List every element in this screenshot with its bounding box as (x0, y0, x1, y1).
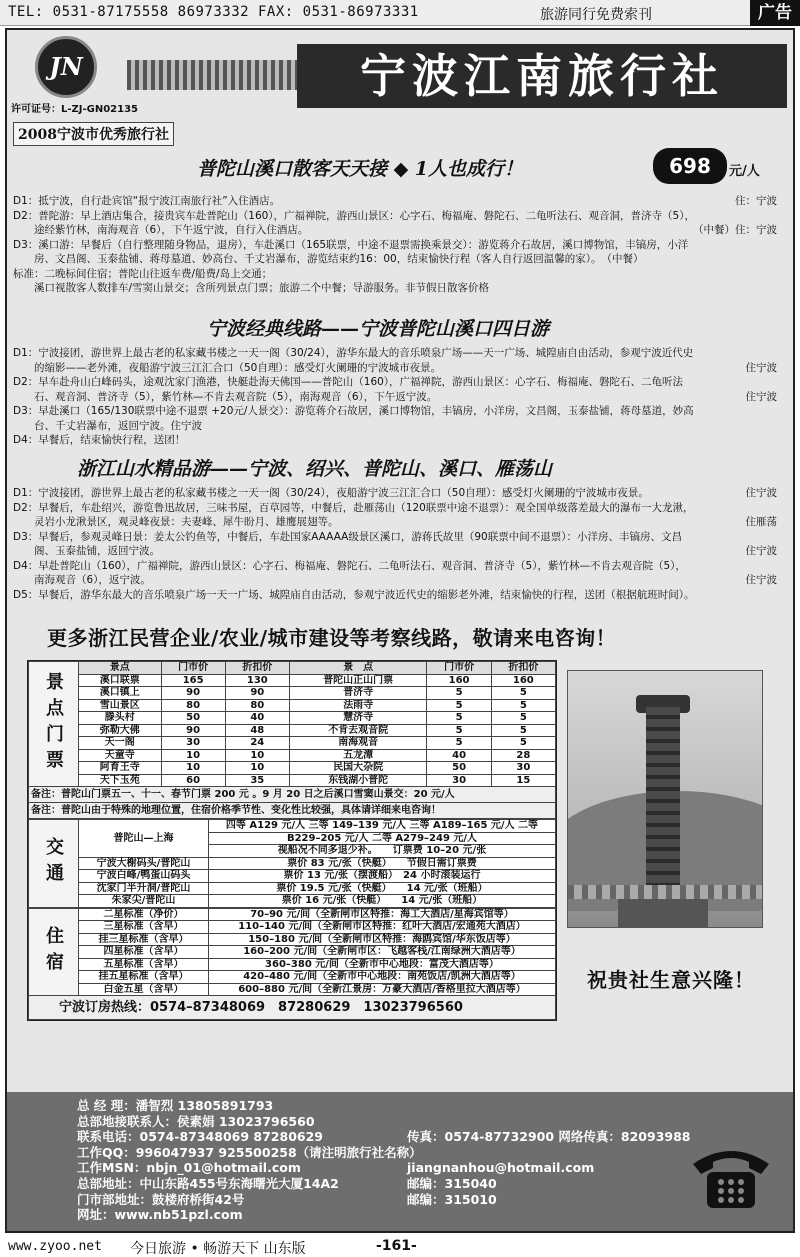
table-cell: 110–140 元/间（全新闸市区特推：红叶大酒店/宏通苑大酒店） (209, 921, 556, 934)
table-cell: 南海观音 (289, 737, 427, 750)
itinerary-line (13, 281, 785, 296)
contact-line (77, 1207, 422, 1223)
itinerary-line (13, 346, 785, 361)
column-header: 折扣价 (225, 662, 289, 675)
table-cell: 5 (491, 687, 555, 700)
table-row (29, 820, 556, 833)
magazine-tagline: 旅游同行免费索刊 (540, 7, 652, 23)
table-cell: 5 (427, 699, 491, 712)
table-cell: 35 (225, 774, 289, 787)
text-span: 工作QQ：996047937 925500258（请注明旅行社名称） (77, 1144, 422, 1160)
table-cell: 24 (225, 737, 289, 750)
route1-price: 698 (653, 148, 727, 184)
table-cell: 视船况不同多退少补。 订票费 10–20 元/张 (209, 845, 556, 858)
route3-itinerary (13, 486, 785, 602)
booking-hotline-row (29, 996, 556, 1020)
table-cell: 备注：普陀山门票五一、十一、春节门票 200 元 。9 月 20 日之后溪口雪窦山景交：20 元/人 (29, 787, 556, 803)
text-span: D2：早车赴舟山白峰码头，途观沈家门渔港，快艇赴海天佛国——普陀山（160），广福禅院，游西山景区：心字石、梅福庵、磐陀石、二龟听法 (13, 376, 684, 388)
table-cell: 40 (427, 749, 491, 762)
table-cell: 雪山景区 (79, 699, 162, 712)
text-span: 阁、玉泰盐铺，返回宁波。 (13, 545, 160, 557)
table-cell: 5 (491, 712, 555, 725)
table-row (29, 882, 556, 895)
pillar-shape (646, 707, 680, 907)
table-cell: 10 (225, 749, 289, 762)
itinerary-line (13, 419, 785, 434)
itinerary-line (13, 588, 785, 603)
agency-contact: TEL: 0531-87175558 86973332 FAX: 0531-86973331 (8, 4, 419, 20)
lodging-note (29, 803, 556, 819)
itinerary-line (13, 573, 785, 588)
price-tables (27, 660, 557, 1021)
itinerary-line (13, 501, 785, 516)
company-header (7, 30, 793, 116)
table-row (29, 737, 556, 750)
text-span: 南海观音（6），返宁波。 (13, 574, 151, 586)
table-row (29, 687, 556, 700)
text-span: 邮编：315010 (407, 1191, 497, 1207)
transport-table (28, 819, 556, 908)
advertisement-frame (5, 28, 795, 1233)
route1-title: 普陀山溪口散客天天接 ◆ 1人也成行！ (197, 158, 524, 180)
route2-title: 宁波经典线路——宁波普陀山溪口四日游 (207, 318, 550, 340)
contact-line (77, 1145, 422, 1161)
text-span: 住宁波 (742, 361, 778, 376)
table-cell: 挂三星标准（含早） (79, 933, 209, 946)
table-cell: 滕头村 (79, 712, 162, 725)
table-row (29, 933, 556, 946)
table-cell: 溪口联票 (79, 674, 162, 687)
table-cell: 160 (427, 674, 491, 687)
contact-line (77, 1129, 691, 1145)
table-row (29, 712, 556, 725)
table-cell: 10 (161, 749, 225, 762)
table-row (29, 870, 556, 883)
table-cell: 不肯去观音院 (289, 724, 427, 737)
route3-title: 浙江山水精品游——宁波、绍兴、普陀山、溪口、雁荡山 (77, 458, 553, 480)
table-cell: 天一阁 (79, 737, 162, 750)
text-span: 总部地址：中山东路455号东海曙光大厦14A2 (77, 1175, 339, 1191)
text-span: D3：溪口游：早餐后（自行整理随身物品，退房），车赴溪口（165联票，中途不退票需换乘景交）：游览蒋介石故居，溪口博物馆，丰镐房，小洋 (13, 238, 689, 251)
text-span: 住雁荡 (742, 515, 778, 530)
table-cell: 5 (491, 737, 555, 750)
pillar-base-shape (618, 899, 708, 928)
table-cell: 四星标准（含早） (79, 946, 209, 959)
table-cell: 90 (161, 724, 225, 737)
itinerary-line (13, 530, 785, 545)
route1-price-unit: 元/人 (729, 164, 760, 179)
table-cell: 5 (491, 699, 555, 712)
contact-line (77, 1160, 595, 1176)
table-cell: 5 (491, 724, 555, 737)
page-footer (0, 1236, 800, 1257)
table-row (29, 699, 556, 712)
table-cell: 溪口镇上 (79, 687, 162, 700)
lodging-section-label: 住宿 (29, 908, 79, 996)
table-row (29, 958, 556, 971)
table-cell: 二星标准（净价） (79, 908, 209, 921)
column-header: 门市价 (161, 662, 225, 675)
text-span: 传真：0574-87732900 网络传真：82093988 (407, 1129, 691, 1145)
table-cell: 15 (491, 774, 555, 787)
contact-line (77, 1114, 422, 1130)
table-row (29, 971, 556, 984)
table-cell: 普陀山正山门票 (289, 674, 427, 687)
text-span: 住宁波 (742, 390, 778, 405)
fence-shape (568, 885, 763, 899)
text-span: D4：早餐后，结束愉快行程，送团！ (13, 434, 186, 446)
table-cell: 600–880 元/间（全新江景房：万豪大酒店/香格里拉大酒店等） (209, 983, 556, 996)
table-cell: 40 (225, 712, 289, 725)
table-cell: 360–380 元/间（全新市中心地段：富茂大酒店等） (209, 958, 556, 971)
table-cell: 130 (225, 674, 289, 687)
table-row (29, 857, 556, 870)
text-span: 灵岩小龙湫景区，观灵峰夜景：夫妻峰、犀牛盼月、雄鹰展翅等。 (13, 516, 339, 528)
table-cell: 70–90 元/间（全新闸市区特推：海工大酒店/星海宾馆等） (209, 908, 556, 921)
transport-section-label: 交通 (29, 820, 79, 908)
text-span: 台、千丈岩瀑布，返回宁波。住宁波 (13, 419, 202, 432)
header-stripe-decoration (127, 60, 297, 90)
table-cell: 90 (161, 687, 225, 700)
contact-lines (77, 1098, 691, 1223)
license-number: 许可证号：L-ZJ-GN02135 (11, 104, 139, 115)
itinerary-line (13, 486, 785, 501)
blessing-text: 祝贵社生意兴隆！ (587, 968, 755, 992)
text-span: 住宁波 (742, 486, 778, 501)
table-cell: 备注：普陀山由于特殊的地理位置，住宿价格季节性、变化性比较强，具体请详细来电咨询！ (29, 803, 556, 819)
itinerary-line (13, 223, 785, 238)
pillar-photo (567, 670, 763, 928)
table-cell: 160 (491, 674, 555, 687)
itinerary-line (13, 390, 785, 405)
text-span: 总部地接联系人：侯素娟 13023796560 (77, 1113, 315, 1129)
text-span: D4：早赴普陀山（160），广福禅院，游西山景区：心字石、梅福庵、磐陀石、二龟听法石、观音洞、普济寺（5），紫竹林—不肯去观音院（5）， (13, 559, 686, 572)
table-cell: 80 (225, 699, 289, 712)
table-cell: 宁波白峰/鸭蛋山码头 (79, 870, 209, 883)
text-span: 住：宁波 (731, 194, 777, 209)
itinerary-line (13, 433, 785, 448)
table-cell: 30 (161, 737, 225, 750)
footer-slogan: 今日旅游 • 畅游天下 山东版 (130, 1241, 306, 1257)
table-row (29, 895, 556, 908)
column-header: 景点 (79, 662, 162, 675)
top-bar (0, 0, 800, 26)
table-cell: 30 (427, 774, 491, 787)
table-cell: 沈家门半升洞/普陀山 (79, 882, 209, 895)
table-cell: 50 (161, 712, 225, 725)
text-span: （中餐）住：宁波 (689, 223, 777, 238)
contact-line (77, 1098, 422, 1114)
text-span: 石、观音洞、普济寺（5），紫竹林—不肯去观音院（5），南海观音（6），下午返宁波。 (13, 390, 438, 403)
tickets-section-label: 景点门票 (29, 662, 79, 787)
table-cell: 60 (161, 774, 225, 787)
booking-hotline: 宁波订房热线：0574–87348069 87280629 13023796560 (29, 996, 556, 1020)
text-span: D3：早赴溪口（165/130联票中途不退票 +20元/人景交）：游览蒋介石故居，溪口博物馆，丰镐房，小洋房，文昌阁，玉泰盐铺，蒋母墓道，妙高 (13, 405, 694, 417)
ticket-header-row (29, 662, 556, 675)
table-cell: 90 (225, 687, 289, 700)
transport-route-name: 普陀山—上海 (79, 820, 209, 858)
table-cell: 天下玉苑 (79, 774, 162, 787)
table-cell: 28 (491, 749, 555, 762)
table-row (29, 774, 556, 787)
ticket-table (28, 661, 556, 819)
table-cell: 慧济寺 (289, 712, 427, 725)
itinerary-line (13, 361, 785, 376)
table-cell: 150–180 元/间（全新闸市区特推：海鸥宾馆/华东饭店等） (209, 933, 556, 946)
consult-banner: 更多浙江民营企业/农业/城市建设等考察线路，敬请来电咨询！ (47, 626, 617, 650)
route2-itinerary (13, 346, 785, 448)
table-cell: 48 (225, 724, 289, 737)
text-span: jiangnanhou@hotmail.com (407, 1160, 595, 1176)
table-cell: 30 (491, 762, 555, 775)
table-cell: 五龙潭 (289, 749, 427, 762)
text-span: 途经紫竹林，南海观音（6），下午返宁波，自行入住酒店。 (13, 224, 309, 236)
table-cell: 50 (427, 762, 491, 775)
text-span: 门市部地址：鼓楼府桥街42号 (77, 1191, 245, 1207)
table-cell: 5 (427, 724, 491, 737)
text-span: D1：宁波接团，游世界上最古老的私家藏书楼之一天一阁（30/24），夜船游宁波三江汇合口（50自理）：感受灯火阑珊的宁波城市夜景。 (13, 487, 649, 499)
table-cell: 10 (225, 762, 289, 775)
text-span: 总 经 理：潘智烈 13805891793 (77, 1098, 274, 1113)
table-row (29, 724, 556, 737)
text-span: D3：早餐后，参观灵峰日景：姜太公钓鱼等，中餐后，车赴国家AAAAA级景区溪口，游蒋氏故里（90联票中间不退票）：小洋房、丰镐房、文昌 (13, 530, 682, 543)
page-number: -161- (376, 1238, 417, 1254)
table-row (29, 946, 556, 959)
text-span: 的缩影——老外滩，夜船游宁波三江汇合口（50自理）：感受灯火阑珊的宁波城市夜景。 (13, 361, 442, 374)
table-cell: 天童寺 (79, 749, 162, 762)
text-span: 标准：二晚标间住宿；普陀山往返车费/船费/岛上交通； (13, 267, 273, 280)
itinerary-line (13, 375, 785, 390)
lodging-table (28, 908, 556, 1021)
text-span: D5：早餐后，游华东最大的音乐喷泉广场一天一广场、城隍庙自由活动，参观宁波近代史的缩影老外滩，结束愉快的行程，送团（根据航班时间）。 (13, 588, 695, 601)
text-span: D1：抵宁波，自行赴宾馆“报宁波江南旅行社”入住酒店。 (13, 195, 281, 207)
table-cell: 5 (427, 712, 491, 725)
itinerary-line (13, 194, 785, 209)
text-span: 房、文昌阁、玉泰盐铺、蒋母墓道、妙高台、千丈岩瀑布，游览结束约16：00，结束愉快行程（客人自行返回温馨的家）。 （中餐） (13, 253, 644, 265)
table-cell: 普济寺 (289, 687, 427, 700)
table-cell: 10 (161, 762, 225, 775)
table-cell: 阿育王寺 (79, 762, 162, 775)
company-name: 宁波江南旅行社 (297, 44, 787, 108)
text-span: 住宁波 (742, 573, 778, 588)
text-span: 工作MSN：nbjn_01@hotmail.com (77, 1160, 301, 1176)
table-row (29, 762, 556, 775)
footer-site: www.zyoo.net (8, 1239, 102, 1254)
text-span: D1：宁波接团，游世界上最古老的私家藏书楼之一天一阁（30/24），游华东最大的音乐喷泉广场——天一广场、城隍庙自由活动，参观宁波近代史 (13, 347, 694, 359)
table-cell: 五星标准（含早） (79, 958, 209, 971)
telephone-icon (687, 1142, 775, 1214)
table-cell: 票价 83 元/张（快艇） 节假日需订票费 (209, 857, 556, 870)
table-cell: 5 (427, 737, 491, 750)
itinerary-line (13, 404, 785, 419)
table-cell: 165 (161, 674, 225, 687)
itinerary-line (13, 267, 785, 282)
contact-line (77, 1191, 497, 1208)
route1-itinerary (13, 194, 785, 296)
text-span: 住宁波 (742, 544, 778, 559)
contact-line (77, 1175, 497, 1192)
table-cell: 挂五星标准（含早） (79, 971, 209, 984)
table-cell: 民国大杂院 (289, 762, 427, 775)
table-cell: 80 (161, 699, 225, 712)
table-cell: 票价 16 元/张（快艇） 14 元/张（班船） (209, 895, 556, 908)
text-span: 联系电话：0574-87348069 87280629 (77, 1129, 323, 1145)
text-span: D2：早餐后，车赴绍兴，游览鲁迅故居，三味书屋，百草园等，中餐后，赴雁荡山（120联票中途不退票）：观全国单级落差最大的瀑布一大龙湫， (13, 501, 694, 514)
table-cell: 朱家尖/普陀山 (79, 895, 209, 908)
ticket-note (29, 787, 556, 803)
table-cell: 三星标准（含早） (79, 921, 209, 934)
itinerary-line (13, 252, 785, 267)
ad-badge: 广告 (750, 0, 800, 26)
table-cell: 白金五星（含早） (79, 983, 209, 996)
text-span: 溪口视散客人数排车/雪窦山景交；含所列景点门票；旅游二个中餐；导游服务。非节假日散客价格 (13, 282, 490, 294)
table-row (29, 921, 556, 934)
itinerary-line (13, 515, 785, 530)
company-logo-icon: JN (35, 36, 97, 98)
itinerary-line (13, 209, 785, 224)
table-cell: 弥勒大佛 (79, 724, 162, 737)
table-row (29, 674, 556, 687)
table-row (29, 908, 556, 921)
column-header: 折扣价 (491, 662, 555, 675)
award-label: 2008宁波市优秀旅行社 (13, 122, 174, 146)
table-cell: B229–205 元/人 二等 A279–249 元/人 (209, 832, 556, 845)
table-row (29, 983, 556, 996)
text-span: 网址：www.nb51pzl.com (77, 1207, 243, 1223)
itinerary-line (13, 559, 785, 574)
table-cell: 5 (427, 687, 491, 700)
column-header: 景 点 (289, 662, 427, 675)
table-cell: 票价 19.5 元/张（快艇） 14 元/张（班船） (209, 882, 556, 895)
text-span: 邮编：315040 (407, 1175, 497, 1191)
table-cell: 东钱湖小普陀 (289, 774, 427, 787)
column-header: 门市价 (427, 662, 491, 675)
itinerary-line (13, 544, 785, 559)
itinerary-line (13, 238, 785, 253)
table-row (29, 749, 556, 762)
contact-panel (7, 1092, 793, 1233)
table-cell: 法雨寺 (289, 699, 427, 712)
table-cell: 四等 A129 元/人 三等 149–139 元/人 三等 A189–165 元/人 二等 (209, 820, 556, 833)
table-cell: 420–480 元/间（全新市中心地段：南苑饭店/凯洲大酒店等） (209, 971, 556, 984)
table-cell: 宁波大榭码头/普陀山 (79, 857, 209, 870)
table-cell: 160–200 元/间（全新闸市区：飞越客栈/江南绿洲大酒店等） (209, 946, 556, 959)
table-cell: 票价 13 元/张（摆渡船） 24 小时滚装运行 (209, 870, 556, 883)
text-span: D2：普陀游：早上酒店集合，接贵宾车赴普陀山（160），广福禅院，游西山景区：心字石、梅福庵、磐陀石、二龟听法石、观音洞，普济寺（5）， (13, 209, 695, 222)
